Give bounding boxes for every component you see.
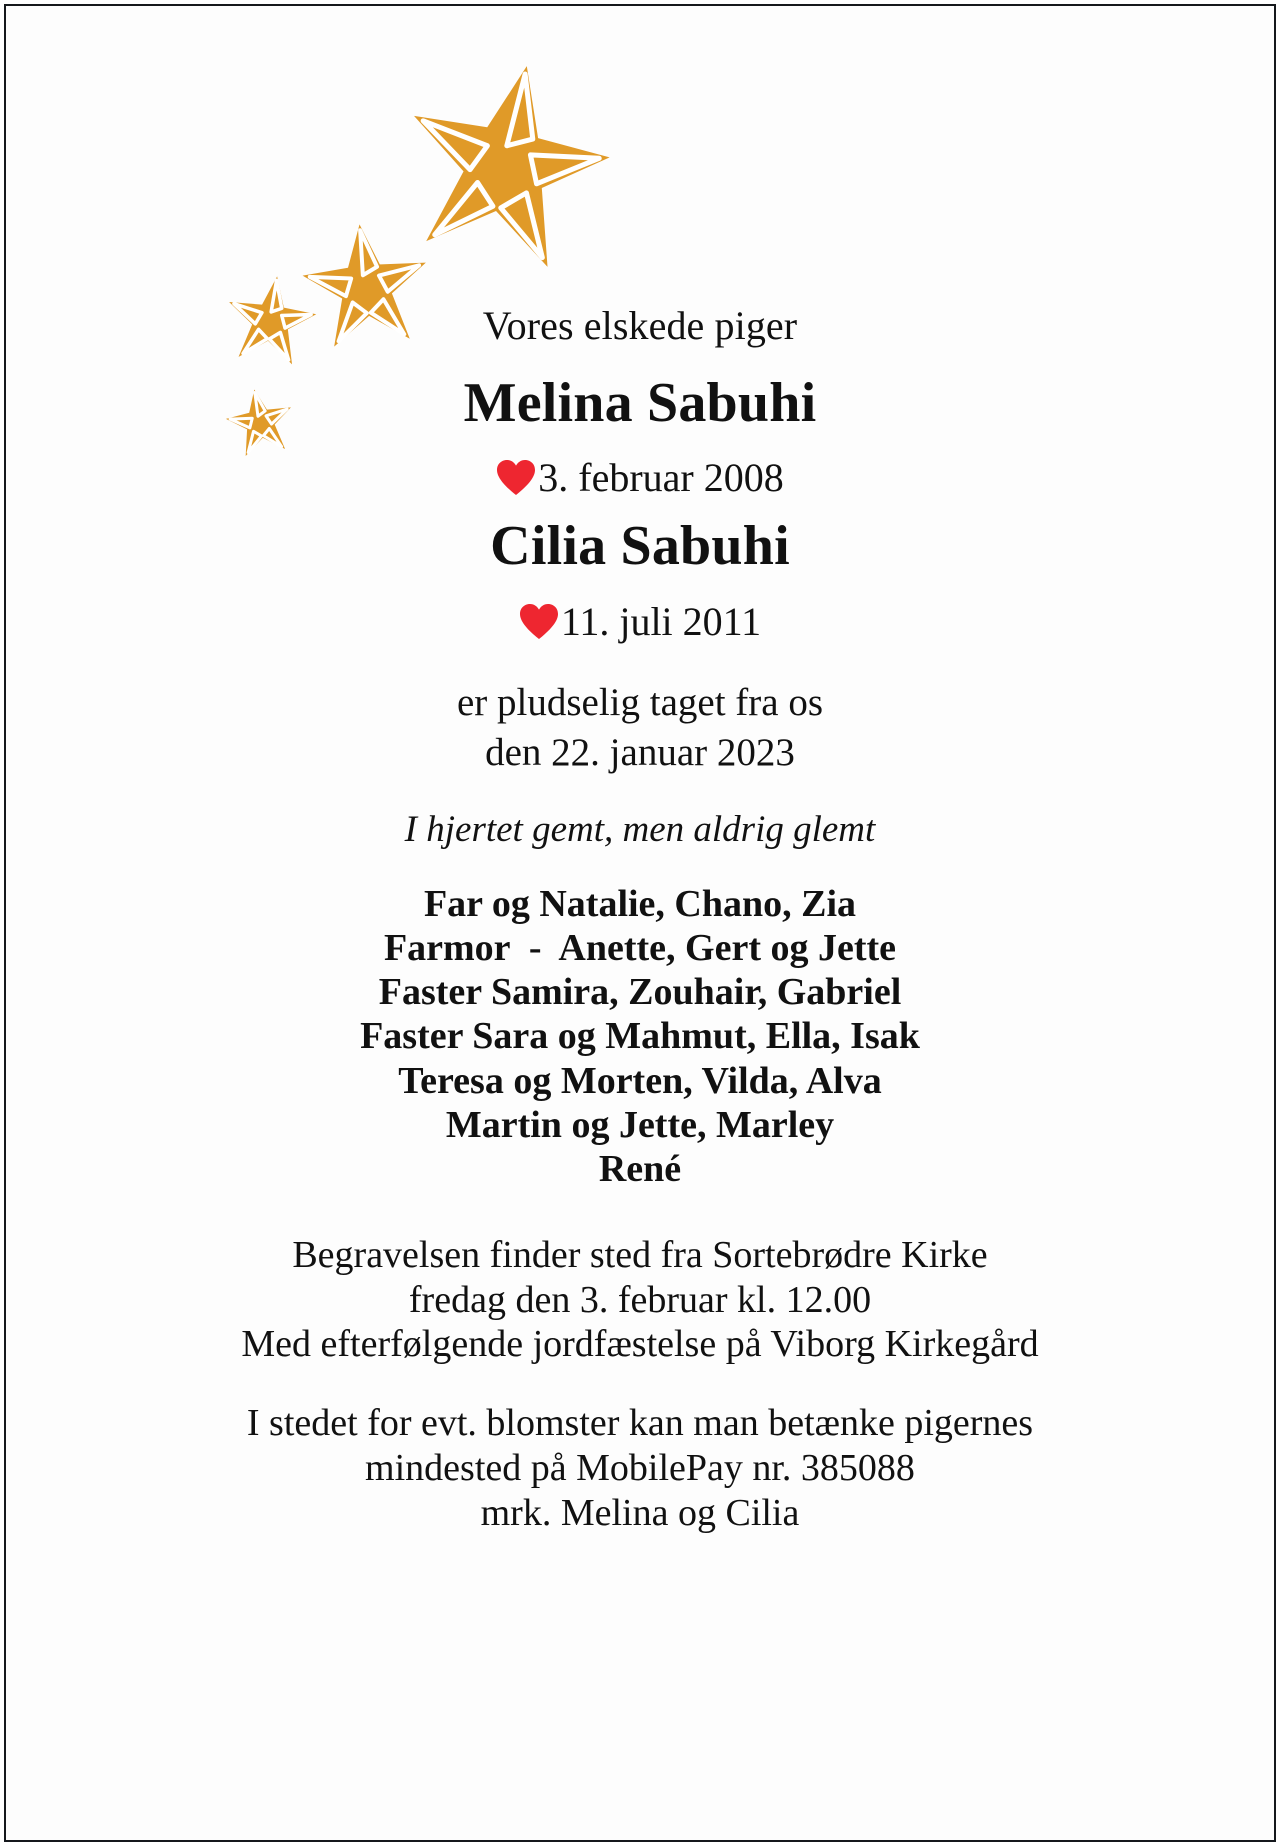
funeral-line: Begravelsen finder sted fra Sortebrødre Kirke <box>292 1233 988 1276</box>
donation-line: mrk. Melina og Cilia <box>480 1491 800 1534</box>
family-line: Martin og Jette, Marley <box>445 1103 835 1146</box>
deceased-name-cilia: Cilia Sabuhi <box>490 515 790 578</box>
passing-line: den 22. januar 2023 <box>485 730 795 774</box>
family-line: Farmor - Anette, Gert og Jette <box>383 927 897 970</box>
donation-line: I stedet for evt. blomster kan man betænke pigernes <box>246 1402 1034 1445</box>
deceased-name-melina: Melina Sabuhi <box>463 371 817 434</box>
birth-date-melina: 3. februar 2008 <box>538 455 784 501</box>
passing-line: er pludselig taget fra os <box>456 680 824 724</box>
heart-icon <box>496 459 536 497</box>
family-line: René <box>598 1147 682 1190</box>
family-line: Far og Natalie, Chano, Zia <box>423 883 857 926</box>
obituary-card <box>6 6 1274 1840</box>
donation-details <box>6 1401 1274 1535</box>
family-line: Teresa og Morten, Vilda, Alva <box>398 1059 882 1102</box>
funeral-line: fredag den 3. februar kl. 12.00 <box>408 1278 872 1321</box>
family-line: Faster Sara og Mahmut, Ella, Isak <box>360 1015 920 1058</box>
birth-date-cilia: 11. juli 2011 <box>560 598 762 644</box>
family-line: Faster Samira, Zouhair, Gabriel <box>378 971 902 1014</box>
funeral-line: Med efterfølgende jordfæstelse på Viborg Kirkegård <box>241 1323 1039 1366</box>
lead-text: Vores elskede piger <box>482 303 798 348</box>
donation-line: mindested på MobilePay nr. 385088 <box>365 1447 915 1490</box>
obituary-text-column <box>6 6 1274 1536</box>
funeral-details <box>6 1233 1274 1367</box>
family-signatures <box>6 882 1274 1191</box>
obituary-border-frame <box>4 4 1276 1842</box>
birth-dateline-melina <box>6 456 1274 500</box>
memorial-quote: I hjertet gemt, men aldrig glemt <box>404 808 876 850</box>
heart-icon <box>519 603 559 641</box>
birth-dateline-cilia <box>6 600 1274 644</box>
passing-statement <box>6 678 1274 778</box>
